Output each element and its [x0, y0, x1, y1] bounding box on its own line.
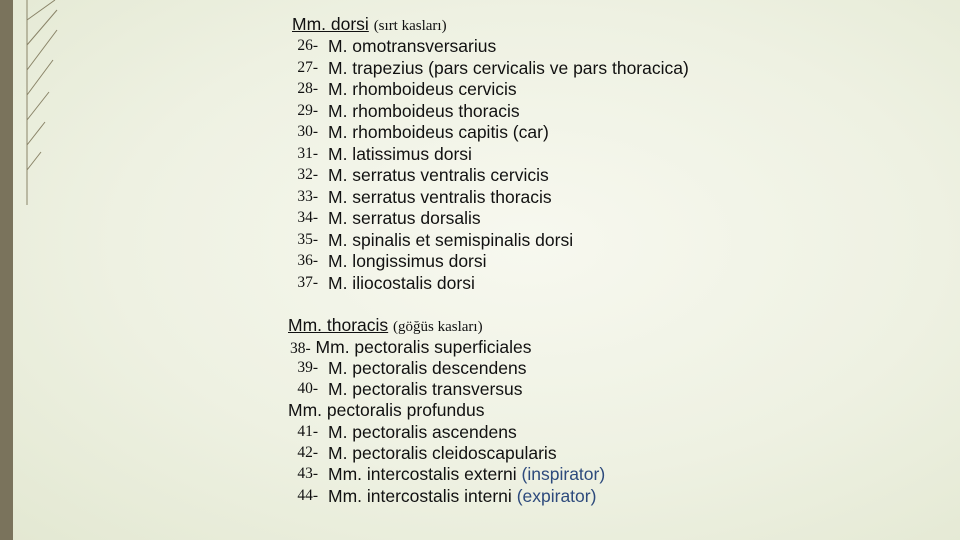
- list-item: [286, 272, 786, 294]
- item-text: M. pectoralis ascendens: [328, 422, 517, 442]
- item-number: 26-: [297, 37, 318, 54]
- list-item: [286, 164, 786, 186]
- section-dorsi-title: Mm. dorsi: [292, 14, 369, 34]
- item-text: M. spinalis et semispinalis dorsi: [328, 229, 574, 250]
- item-number: 44-: [297, 487, 318, 504]
- item-text: M. rhomboideus thoracis: [328, 100, 520, 121]
- item-number: 37-: [297, 273, 318, 291]
- list-item: [286, 485, 786, 507]
- item-text: M. latissimus dorsi: [328, 143, 472, 164]
- item-text: M. pectoralis cleidoscapularis: [328, 443, 557, 463]
- item-number: 41-: [297, 423, 318, 440]
- list-item: [286, 250, 786, 272]
- sidebar-bar: [0, 0, 13, 540]
- item-text: M. omotransversarius: [328, 36, 497, 56]
- list-item: [286, 78, 786, 100]
- list-item: [286, 378, 686, 400]
- list-item: [288, 399, 484, 421]
- item-text: Mm. pectoralis superficiales: [315, 337, 532, 357]
- item-number: 27-: [297, 58, 318, 76]
- section-dorsi-header: [292, 13, 447, 35]
- item-text: M. trapezius (pars cervicalis ve pars thoracica): [328, 57, 689, 78]
- item-number: 38-: [290, 340, 311, 357]
- decorative-arrows-icon: [13, 0, 63, 205]
- item-number: 43-: [297, 465, 318, 482]
- list-item: [286, 121, 786, 143]
- list-item: [286, 421, 686, 443]
- item-text: M. serratus dorsalis: [328, 208, 481, 228]
- list-item: [286, 207, 786, 229]
- list-item: [286, 463, 786, 485]
- item-text: M. pectoralis transversus: [328, 379, 523, 399]
- item-note: (inspirator): [521, 464, 606, 484]
- list-item: [290, 336, 531, 358]
- item-text: Mm. intercostalis externi: [328, 464, 517, 484]
- list-item: [286, 442, 686, 464]
- item-number: 42-: [297, 444, 318, 461]
- item-text-wrap: [328, 485, 596, 507]
- item-text: M. pectoralis descendens: [328, 358, 527, 378]
- section-thoracis-title: Mm. thoracis: [288, 315, 389, 335]
- list-item: [286, 35, 786, 57]
- item-number: 34-: [297, 209, 318, 226]
- item-number: 30-: [297, 123, 318, 140]
- item-number: 35-: [297, 230, 318, 248]
- item-number: 32-: [297, 166, 318, 183]
- section-dorsi-subtitle: (sırt kasları): [373, 18, 447, 34]
- item-text: M. iliocostalis dorsi: [328, 272, 475, 293]
- list-item: [286, 100, 786, 122]
- item-text: M. longissimus dorsi: [328, 251, 487, 271]
- item-note: (expirator): [516, 486, 597, 506]
- item-number: 40-: [297, 380, 318, 397]
- item-number: 29-: [297, 101, 318, 119]
- list-item: [286, 57, 786, 79]
- item-number: 28-: [297, 80, 318, 97]
- list-item: [286, 229, 786, 251]
- section-thoracis-subtitle: (göğüs kasları): [393, 319, 483, 335]
- item-text-wrap: [328, 463, 605, 485]
- section-thoracis-header: [288, 314, 483, 336]
- item-text: Mm. intercostalis interni: [328, 486, 512, 506]
- item-text: M. serratus ventralis thoracis: [328, 186, 552, 207]
- item-number: 31-: [297, 144, 318, 162]
- item-text: M. rhomboideus capitis (car): [328, 122, 549, 142]
- item-number: 39-: [297, 359, 318, 376]
- item-text: M. serratus ventralis cervicis: [328, 165, 549, 185]
- list-item: [286, 143, 786, 165]
- list-item: [286, 357, 686, 379]
- list-item: [286, 186, 786, 208]
- item-text: M. rhomboideus cervicis: [328, 79, 517, 99]
- item-number: 33-: [297, 187, 318, 205]
- item-number: 36-: [297, 252, 318, 269]
- item-text: Mm. pectoralis profundus: [288, 400, 485, 420]
